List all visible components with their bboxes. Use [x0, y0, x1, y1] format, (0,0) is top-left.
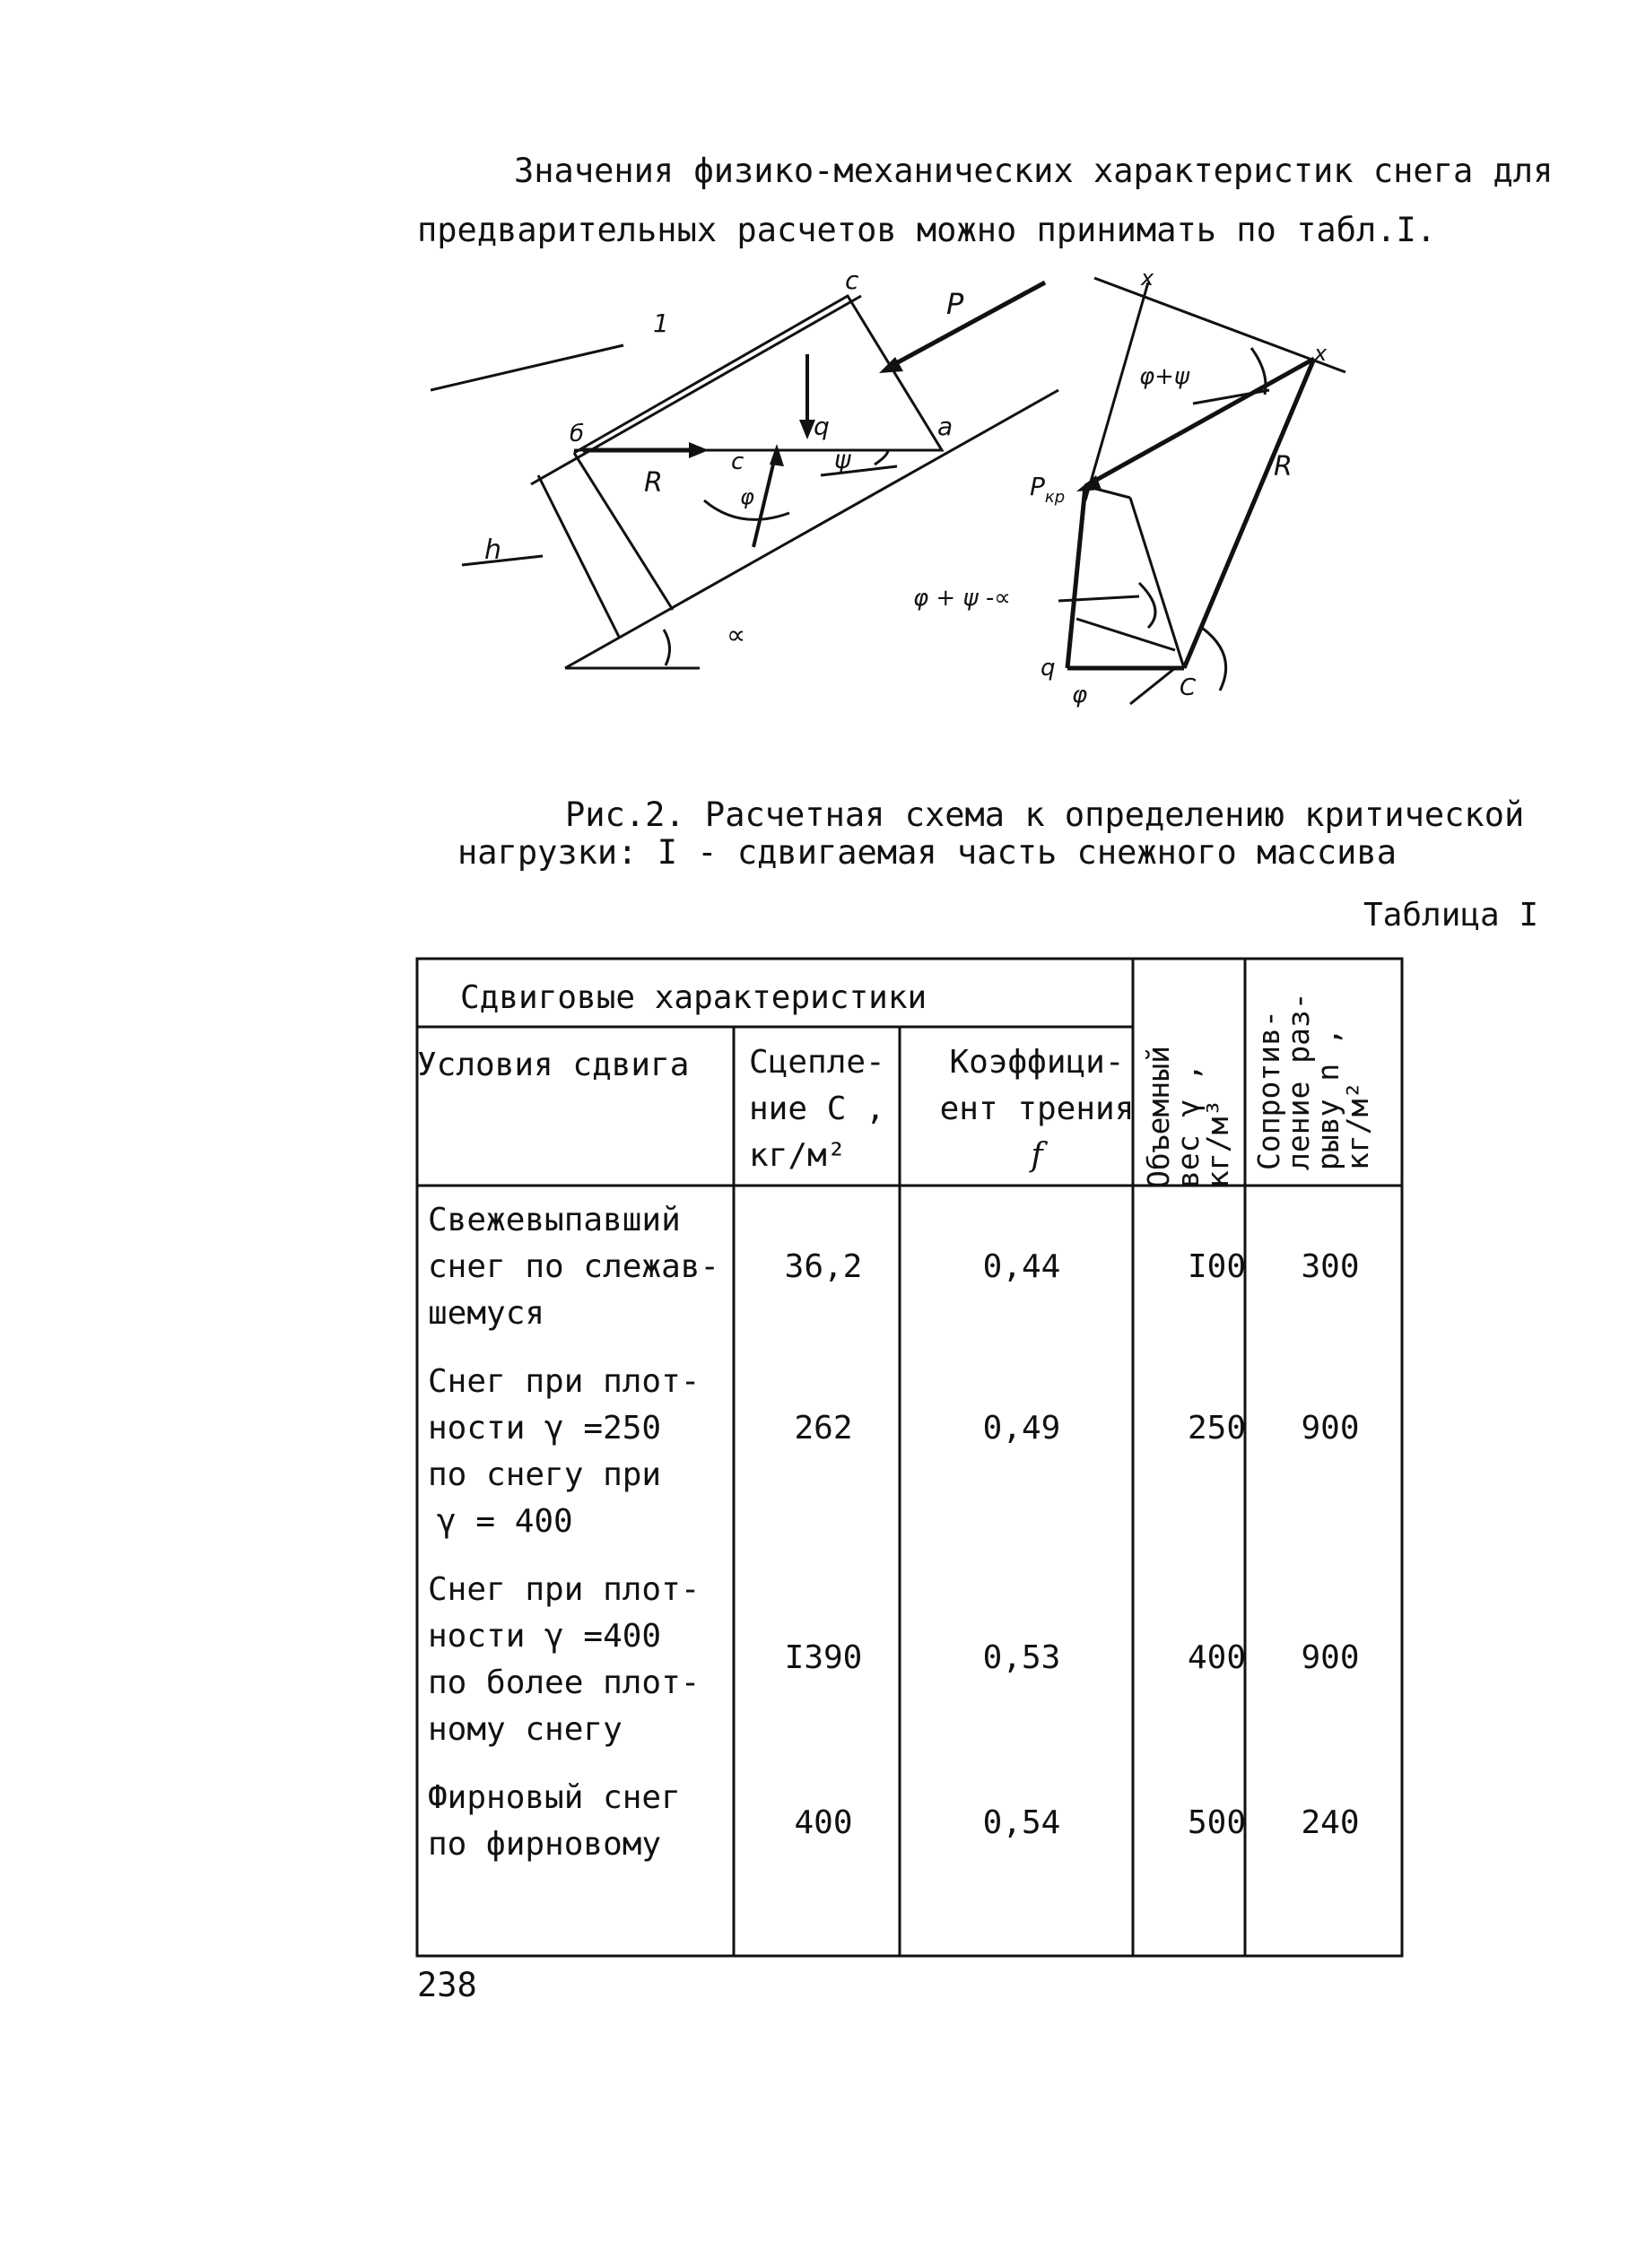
row-1-weight: I00	[1187, 1248, 1246, 1285]
table-label: Таблица I	[1363, 897, 1539, 934]
c-resultant-line	[753, 453, 776, 547]
R-vector	[1184, 359, 1314, 668]
header-cohesion-line-2: ние С ,	[749, 1091, 885, 1127]
label-x-top: x	[1141, 265, 1154, 291]
label-psi: ψ	[834, 445, 851, 474]
label-1-leader	[431, 345, 623, 390]
figure-caption	[457, 796, 1579, 872]
table-row-3-conditions	[428, 1567, 751, 1753]
phi-bottom-leader	[1130, 668, 1175, 704]
header-friction-line-3: f	[1031, 1137, 1043, 1174]
header-weight-line-3: кг/м³	[1200, 1099, 1235, 1188]
snow-properties-table	[415, 957, 1420, 1960]
label-alpha: ∝	[727, 620, 746, 651]
label-h: h	[484, 534, 502, 566]
row-2-line-2: ности γ =250	[428, 1410, 662, 1447]
header-friction	[925, 1039, 1149, 1179]
label-x-right: x	[1314, 341, 1328, 366]
header-cohesion-line-3: кг/м²	[749, 1137, 847, 1174]
label-P-kr-subscript: кр	[1044, 488, 1066, 507]
row-3-resistance: 900	[1301, 1639, 1360, 1676]
caption-line-1: Рис.2. Расчетная схема к определению критической	[565, 795, 1525, 834]
label-q-bottom: q	[1041, 655, 1056, 682]
row-2-resistance: 900	[1301, 1410, 1360, 1447]
h-dimension-line	[538, 475, 619, 637]
label-c-top: c	[845, 265, 859, 295]
label-P-kr-main: P	[1030, 472, 1045, 501]
header-resistance-line-4: кг/м²	[1340, 1081, 1375, 1170]
header-resistance-line-3: рыву n ,	[1310, 1028, 1345, 1170]
caption-line-2: нагрузки: I - сдвигаемая часть снежного массива	[457, 833, 1397, 872]
row-1-line-3: шемуся	[428, 1295, 545, 1332]
row-1-friction: 0,44	[982, 1248, 1061, 1285]
phi-psi-alpha-leader	[1058, 596, 1139, 601]
label-phi-bottom: φ	[1072, 682, 1088, 708]
slope-upper-line	[531, 296, 861, 484]
table-row-1-conditions	[428, 1197, 751, 1337]
psi-leader	[821, 466, 897, 475]
header-volume-weight	[1141, 1046, 1235, 1188]
header-friction-line-1: Коэффици-	[949, 1044, 1125, 1081]
polygon-aux-diagonal	[1076, 619, 1175, 650]
row-3-line-2: ности γ =400	[428, 1618, 662, 1655]
alpha-arc	[664, 630, 670, 665]
header-cohesion-line-1: Сцепле-	[749, 1044, 885, 1081]
row-4-cohesion: 400	[794, 1804, 853, 1841]
intro-line-1: Значения физико-механических характеристик снега для	[514, 152, 1554, 190]
row-2-line-3: по снегу при	[428, 1456, 662, 1493]
row-3-friction: 0,53	[982, 1639, 1061, 1676]
row-1-line-1: Свежевыпавший	[428, 1202, 681, 1238]
P-arrow-shaft	[888, 282, 1045, 368]
row-2-line-4: γ = 400	[437, 1503, 573, 1540]
row-3-line-4: ному снегу	[428, 1711, 623, 1748]
q-vector	[1067, 486, 1085, 668]
calculation-scheme-figure	[431, 260, 1435, 744]
header-resistance-line-1: Сопротив-	[1251, 1010, 1286, 1170]
table-row-2-conditions	[428, 1359, 751, 1545]
label-C-bottom: C	[1180, 674, 1197, 701]
R-arrow-head	[689, 442, 709, 458]
header-friction-line-2: ент трения	[939, 1091, 1135, 1127]
header-shear-characteristics: Сдвиговые характеристики	[460, 979, 927, 1016]
phi-psi-leader	[1193, 390, 1269, 404]
label-a: a	[937, 412, 953, 441]
row-3-line-3: по более плот-	[428, 1664, 701, 1701]
table-row-4-conditions	[428, 1775, 751, 1868]
row-3-weight: 400	[1187, 1639, 1246, 1676]
c-resultant-arrow-head	[770, 444, 784, 466]
row-4-line-1: Фирновый снег	[428, 1779, 681, 1816]
label-b: б	[570, 421, 585, 448]
row-2-friction: 0,49	[982, 1410, 1061, 1447]
label-R-right: R	[1274, 451, 1293, 482]
header-resistance-line-2: ление раз-	[1281, 992, 1316, 1170]
label-P-kr	[1030, 472, 1065, 507]
row-2-cohesion: 262	[794, 1410, 853, 1447]
row-1-resistance: 300	[1301, 1248, 1360, 1285]
page-number: 238	[417, 1966, 477, 2004]
row-2-weight: 250	[1187, 1410, 1246, 1447]
figure-drawing	[431, 260, 1435, 744]
row-1-line-2: снег по слежав-	[428, 1248, 720, 1285]
intro-paragraph	[417, 142, 1574, 260]
label-phi-plus-psi: φ+ψ	[1139, 363, 1190, 390]
phi-arc-right	[1202, 628, 1226, 691]
header-tensile-resistance	[1251, 992, 1375, 1170]
header-weight-line-1: Объемный	[1141, 1046, 1176, 1188]
row-4-line-2: по фирновому	[428, 1826, 662, 1863]
row-3-line-1: Снег при плот-	[428, 1571, 701, 1608]
header-conditions: Условия сдвига	[417, 1047, 690, 1083]
label-phi-small: φ	[740, 484, 754, 509]
intro-line-2: предварительных расчетов можно принимать по табл.I.	[417, 211, 1437, 249]
label-P: P	[946, 287, 964, 321]
header-cohesion	[749, 1039, 910, 1179]
h-leader-line	[462, 556, 543, 565]
psi-arc	[875, 450, 888, 465]
slope-lower-line	[565, 390, 1058, 668]
row-3-cohesion: I390	[784, 1639, 863, 1676]
label-1: 1	[653, 308, 669, 338]
row-4-weight: 500	[1187, 1804, 1246, 1841]
label-q-arrow: q	[814, 412, 830, 441]
row-4-friction: 0,54	[982, 1804, 1061, 1841]
polygon-aux-right	[1130, 498, 1184, 668]
row-4-resistance: 240	[1301, 1804, 1360, 1841]
label-c-mid: c	[731, 448, 744, 475]
label-phi-psi-alpha: φ + ψ -∝	[913, 585, 1011, 612]
header-weight-line-2: вес γ ,	[1171, 1063, 1206, 1188]
x-line-top	[1094, 278, 1345, 372]
row-1-cohesion: 36,2	[784, 1248, 863, 1285]
row-2-line-1: Снег при плот-	[428, 1363, 701, 1400]
phi-psi-alpha-arc	[1139, 583, 1155, 628]
label-R-left: R	[644, 467, 663, 499]
